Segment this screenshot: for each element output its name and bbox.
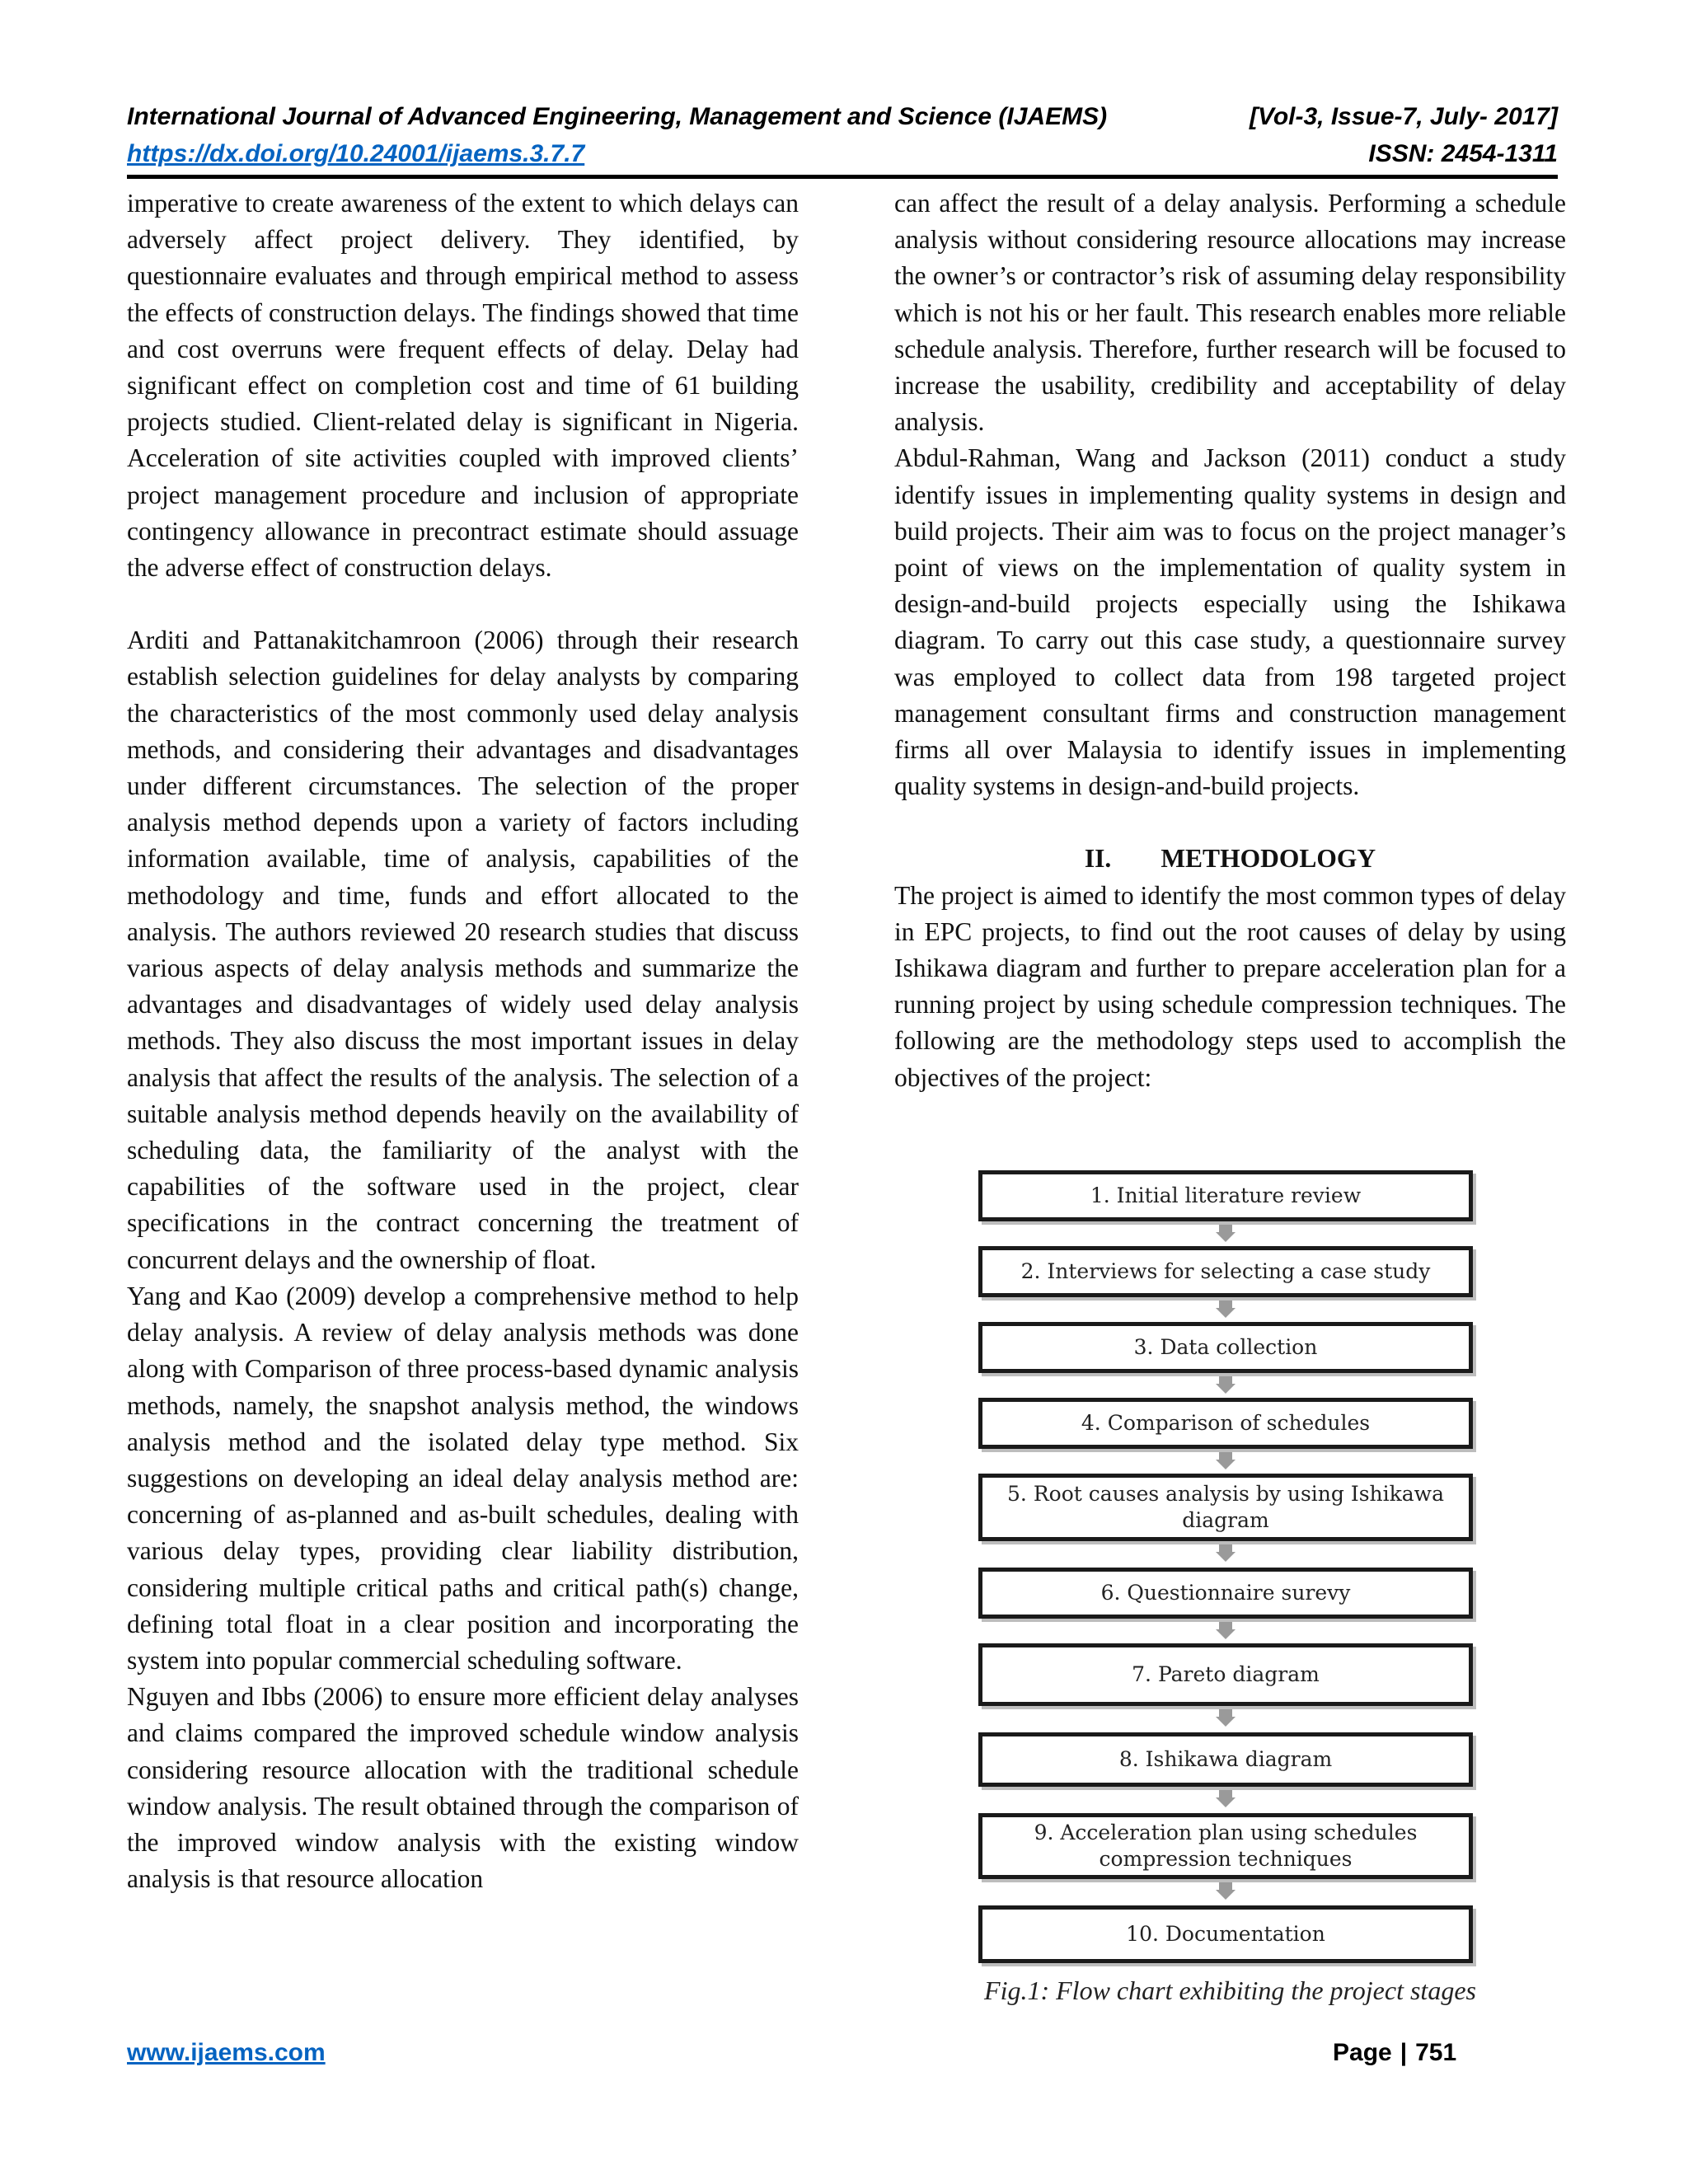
flow-step: 7. Pareto diagram [978, 1643, 1473, 1706]
doi-link[interactable]: https://dx.doi.org/10.24001/ijaems.3.7.7 [127, 140, 585, 167]
right-column [894, 185, 1566, 1096]
website-link[interactable]: www.ijaems.com [127, 2039, 326, 2066]
section-number: II. [1084, 844, 1112, 874]
figure-caption: Fig.1: Flow chart exhibiting the project stages [984, 1975, 1476, 2005]
flow-step: 10. Documentation [978, 1905, 1473, 1963]
section-heading [894, 841, 1566, 877]
flow-step: 4. Comparison of schedules [978, 1398, 1473, 1449]
flow-step: 1. Initial literature review [978, 1170, 1473, 1221]
flow-step: 8. Ishikawa diagram [978, 1732, 1473, 1787]
page-number: Page | 751 [1333, 2039, 1457, 2066]
flow-step: 6. Questionnaire surevy [978, 1568, 1473, 1619]
paragraph: Abdul-Rahman, Wang and Jackson (2011) conduct a study identify issues in implementing quality systems in design and build projects. Their aim was to focus on the project manager’s point of views on the implementation of quality system in design-and-build projects especially using the Ishikawa diagram. To carry out this case study, a questionnaire survey was employed to collect data from 198 targeted project management consultant firms and construction management firms all over Malaysia to identify issues in implementing quality systems in design-and-build projects. [894, 443, 1566, 801]
section-title: METHODOLOGY [1160, 844, 1376, 874]
page-label: Page [1333, 2039, 1392, 2066]
paragraph: imperative to create awareness of the extent to which delays can adversely affect project delivery. They identified, by questionnaire evaluates and through empirical method to assess the effects of construction delays. The findings showed that time and cost overruns were frequent effects of delay. Delay had significant effect on completion cost and time of 61 building projects studied. Client-related delay is significant in Nigeria. Acceleration of site activities coupled with improved clients’ project management procedure and inclusion of appropriate contingency allowance in precontract estimate should assuage the adverse effect of construction delays. [127, 189, 799, 583]
issn: ISSN: 2454-1311 [1368, 140, 1558, 167]
journal-title: International Journal of Advanced Engineering, Management and Science (IJAEMS) [127, 103, 1108, 130]
paragraph: can affect the result of a delay analysis. Performing a schedule analysis without considering resource allocations may increase the owner’s or contractor’s risk of assuming delay responsibility which is not his or her fault. This research enables more reliable schedule analysis. Therefore, further research will be focused to increase the usability, credibility and acceptability of delay analysis. [894, 189, 1566, 437]
page-number-value: 751 [1415, 2039, 1457, 2066]
paragraph: Yang and Kao (2009) develop a comprehensive method to help delay analysis. A review of delay analysis methods was done along with Comparison of three process-based dynamic analysis methods, namely, the snapshot analysis method, the windows analysis method and the isolated delay type method. Six suggestions on developing an ideal delay analysis method are: concerning of as-planned and as-built schedules, dealing with various delay types, providing clear liability distribution, considering multiple critical paths and critical path(s) change, defining total float in a clear position and incorporating the system into popular commercial scheduling software. [127, 1281, 799, 1675]
flow-step: 9. Acceleration plan using schedules compression techniques [978, 1813, 1473, 1879]
header-rule [127, 175, 1558, 179]
paragraph: Nguyen and Ibbs (2006) to ensure more efficient delay analyses and claims compared the improved schedule window analysis considering resource allocation with the traditional schedule window analysis. The result obtained through the comparison of the improved window analysis with the existing window analysis is that resource allocation [127, 1682, 799, 1894]
paragraph: The project is aimed to identify the most common types of delay in EPC projects, to find out the root causes of delay by using Ishikawa diagram and further to prepare acceleration plan for a running project by using schedule compression techniques. The following are the methodology steps used to accomplish the objectives of the project: [894, 880, 1566, 1092]
flow-step: 3. Data collection [978, 1322, 1473, 1373]
volume-info: [Vol-3, Issue-7, July- 2017] [1249, 103, 1558, 130]
flow-step: 2. Interviews for selecting a case study [978, 1246, 1473, 1297]
left-column [127, 185, 799, 1897]
paragraph: Arditi and Pattanakitchamroon (2006) through their research establish selection guidelines for delay analysts by comparing the characteristics of the most commonly used delay analysis methods, and considering their advantages and disadvantages under different circumstances. The selection of the proper analysis method depends upon a variety of factors including information available, time of analysis, capabilities of the methodology and time, funds and effort allocated to the analysis. The authors reviewed 20 research studies that discuss various aspects of delay analysis methods and summarize the advantages and disadvantages of widely used delay analysis methods. They also discuss the most important issues in delay analysis that affect the results of the analysis. The selection of a suitable analysis method depends heavily on the availability of scheduling data, the familiarity of the analyst with the capabilities of the software used in the project, clear specifications in the contract concerning the treatment of concurrent delays and the ownership of float. [127, 626, 799, 1274]
flow-step: 5. Root causes analysis by using Ishikawa diagram [978, 1474, 1473, 1541]
